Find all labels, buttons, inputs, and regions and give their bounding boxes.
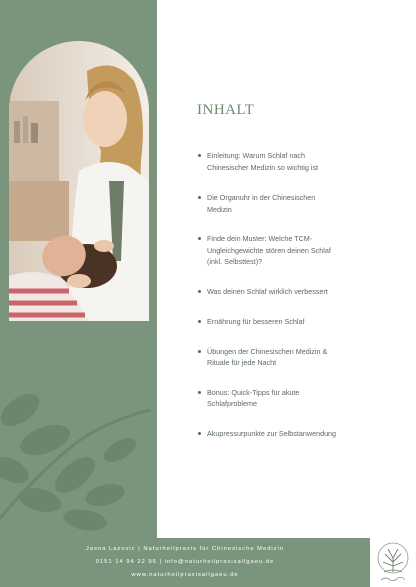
leaf-shadow-decoration (0, 380, 157, 538)
footer-practice-name: Jasna Lazovic | Naturheilpraxis für Chinesische Medizin (85, 546, 285, 552)
toc-item: Einleitung: Warum Schlaf nach Chinesischer Medizin so wichtig ist (198, 150, 338, 173)
footer-website: www.naturheilpraxisallgaeu.de (131, 572, 239, 578)
logo (370, 538, 416, 587)
arch-photo-therapist-and-patient (9, 41, 149, 321)
toc-item: Die Organuhr in der Chinesischen Medizin (198, 192, 338, 215)
toc-title: INHALT (197, 102, 255, 118)
toc-item: Bonus: Quick-Tipps für akute Schlafprobleme (198, 387, 338, 410)
footer (0, 538, 370, 587)
toc-item: Ernährung für besseren Schlaf (198, 316, 338, 328)
toc-item: Was deinen Schlaf wirklich verbessert (198, 286, 338, 298)
footer-contact: 0151 14 94 22 96 | info@naturheilpraxisallgaeu.de (95, 559, 275, 565)
sidebar-panel (0, 0, 157, 538)
toc-list (198, 150, 338, 439)
toc-item: Übungen der Chinesischen Medizin & Rituale für jede Nacht (198, 346, 338, 369)
toc-item: Akupressurpunkte zur Selbstanwendung (198, 428, 338, 440)
toc-item: Finde dein Muster: Welche TCM-Ungleichgewichte stören deinen Schlaf (inkl. Selbsttest)? (198, 233, 338, 268)
photo-illustration (9, 41, 149, 321)
tree-of-life-logo-icon (370, 538, 416, 587)
